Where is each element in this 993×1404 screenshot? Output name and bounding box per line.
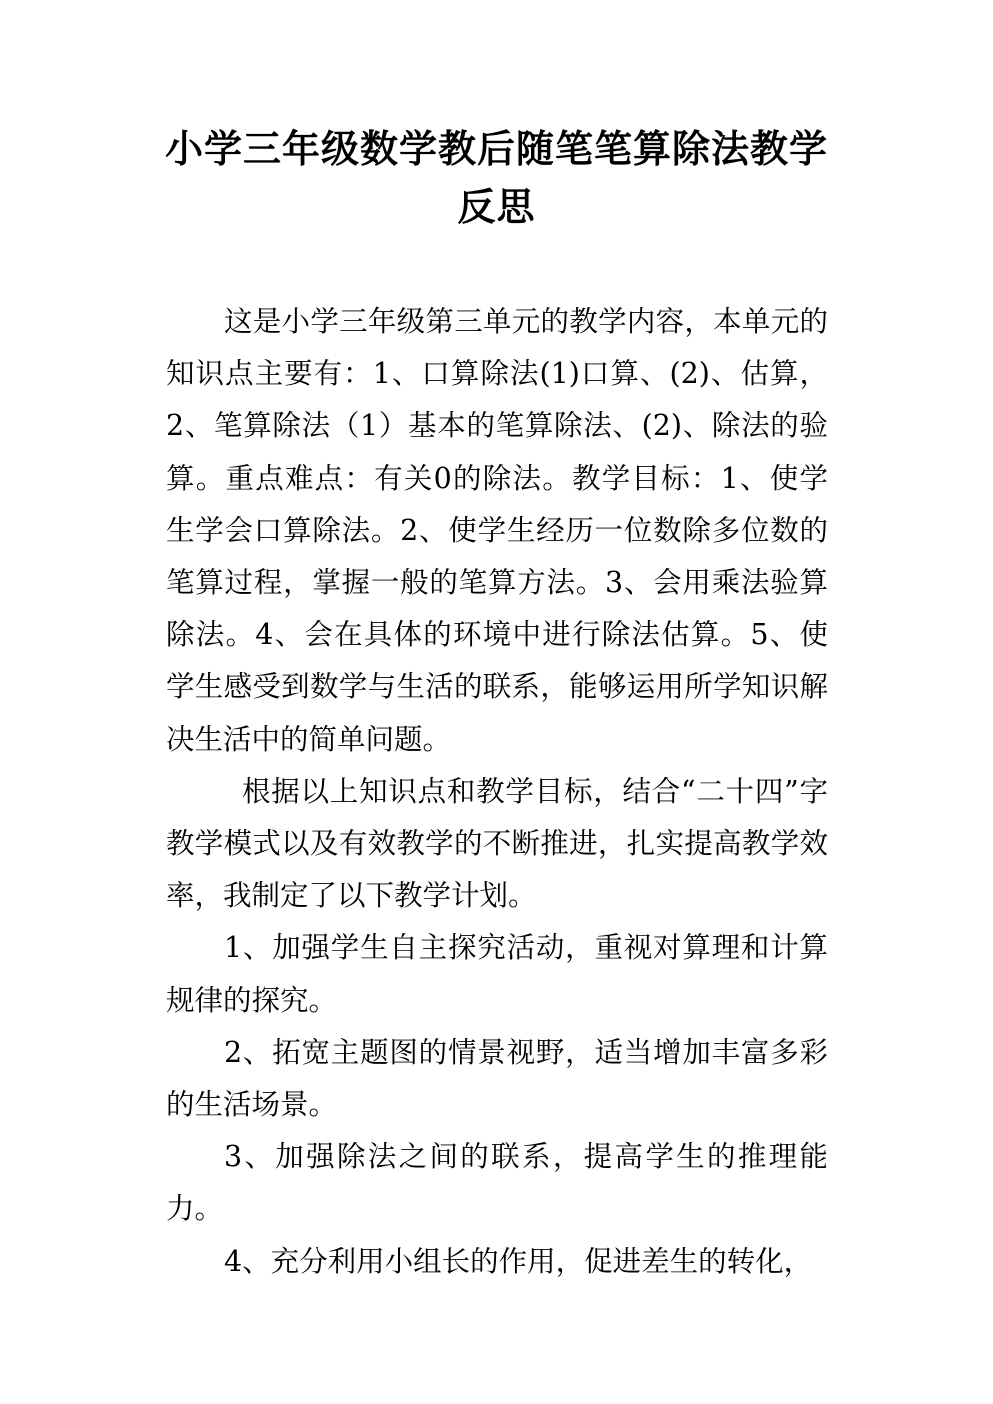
paragraph-item-1: 1、加强学生自主探究活动，重视对算理和计算规律的探究。 bbox=[166, 931, 828, 1017]
document-body bbox=[166, 296, 828, 1288]
paragraph-intro: 这是小学三年级第三单元的教学内容，本单元的知识点主要有：1、口算除法(1)口算、(2)、估算，2、笔算除法（1）基本的笔算除法、(2)、除法的验算。重点难点：有关0的除法。教学目标：1、使学生学会口算除法。2、使学生经历一位数除多位数的笔算过程，掌握一般的笔算方法。3、会用乘法验算除法。4、会在具体的环境中进行除法估算。5、使学生感受到数学与生活的联系，能够运用所学知识解决生活中的简单问题。 bbox=[166, 305, 828, 756]
paragraph-plan: 根据以上知识点和教学目标，结合“二十四”字教学模式以及有效教学的不断推进，扎实提高教学效率，我制定了以下教学计划。 bbox=[166, 774, 828, 913]
paragraph-item-4: 4、充分利用小组长的作用，促进差生的转化， bbox=[224, 1244, 813, 1278]
document-title: 小学三年级数学教后随笔笔算除法教学反思 bbox=[164, 127, 828, 229]
paragraph-item-2: 2、拓宽主题图的情景视野，适当增加丰富多彩的生活场景。 bbox=[166, 1035, 828, 1122]
paragraph-item-3: 3、加强除法之间的联系，提高学生的推理能力。 bbox=[166, 1140, 828, 1226]
